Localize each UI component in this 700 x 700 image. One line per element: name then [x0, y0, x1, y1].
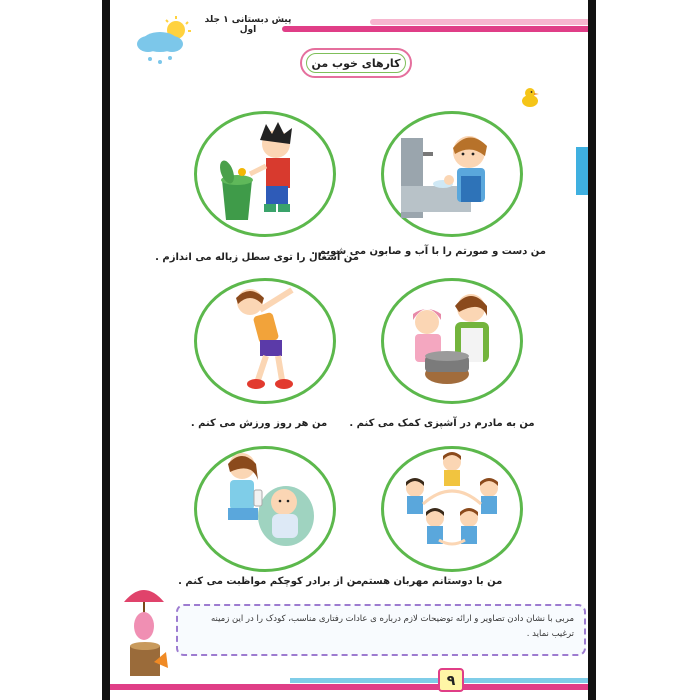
- footer-bar: [110, 684, 596, 690]
- header-accent-bar: [370, 19, 592, 25]
- duck-icon: [520, 86, 540, 108]
- card-caption: من هر روز ورزش می کنم .: [190, 418, 328, 429]
- friends-circle-illustration: [399, 448, 505, 560]
- teacher-note-text: مربی با نشان دادن تصاویر و ارائه توضیحات لازم درباره ی عادات رفتاری مناسب، کودک را در این زمینه ترغیب نماید .: [210, 614, 574, 639]
- washing-boy-illustration: [401, 128, 501, 224]
- sun-cloud-icon: [128, 14, 198, 74]
- page-title: کارهای خوب من: [311, 56, 401, 70]
- card-caption: من دست و صورتم را با آب و صابون می شویم .: [311, 246, 546, 257]
- header-bar: [282, 26, 596, 32]
- boy-trash-illustration: [214, 120, 314, 220]
- sister-baby-illustration: [212, 446, 318, 558]
- card-caption: من آشغال را توی سطل زباله می اندازم .: [155, 252, 359, 263]
- book-title: پیش دبستانی ۱ جلد اول: [204, 15, 292, 35]
- card-caption: من با دوستانم مهربان هستم .: [353, 576, 503, 587]
- book-page: [102, 0, 596, 700]
- side-tab: [576, 147, 596, 195]
- card-caption: من به مادرم در آشپزی کمک می کنم .: [349, 418, 535, 429]
- teacher-note: [176, 604, 586, 656]
- cooking-mother-illustration: [399, 286, 503, 394]
- card-caption: من از برادر کوچکم مواظبت می کنم .: [178, 576, 362, 587]
- page-title-box: [300, 48, 412, 78]
- umbrella-tree-illustration: [114, 582, 178, 682]
- exercising-girl-illustration: [222, 284, 308, 396]
- page-number: ۹: [438, 668, 464, 692]
